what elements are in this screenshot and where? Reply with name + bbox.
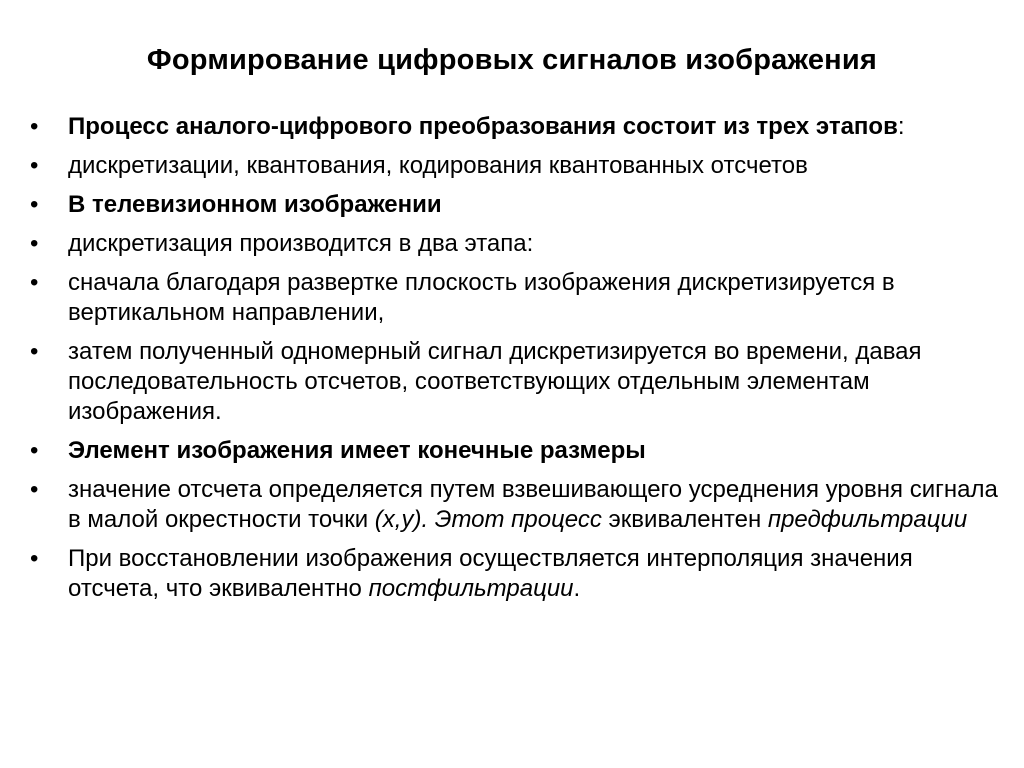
bullet-marker: •: [30, 230, 39, 257]
bullet-text: затем полученный одномерный сигнал дискретизируется во времени, давая последовательность отсчетов, соответствующих отдельным элементам изображения.: [68, 338, 922, 425]
bullet-text: сначала благодаря развертке плоскость изображения дискретизируется в вертикальном направлении,: [68, 269, 895, 326]
bullet-marker: •: [30, 113, 39, 140]
bullet-item: [30, 475, 1005, 535]
bullet-item: [30, 436, 1005, 466]
bullet-marker: •: [30, 437, 39, 464]
bullet-item: [30, 112, 1005, 142]
bullet-marker: •: [30, 338, 39, 365]
slide-title: Формирование цифровых сигналов изображения: [146, 44, 878, 76]
bullet-text: .: [573, 575, 581, 602]
bullet-marker: •: [30, 191, 39, 218]
bullet-text: значение отсчета определяется путем взвешивающего усреднения уровня сигнала в малой окрестности точки: [68, 476, 998, 533]
bullet-text-bold: В телевизионном изображении: [68, 191, 442, 218]
bullet-text-bold: Элемент изображения имеет конечные размеры: [68, 437, 646, 464]
bullet-text-italic: постфильтрации: [368, 575, 574, 602]
bullet-item: [30, 544, 1005, 604]
bullet-text: При восстановлении изображения осуществляется интерполяция значения отсчета, что эквивалентно: [68, 545, 913, 602]
bullet-text: дискретизации, квантования, кодирования квантованных отсчетов: [68, 152, 808, 179]
bullet-marker: •: [30, 476, 39, 503]
bullet-item: [30, 190, 1005, 220]
bullet-list: [30, 112, 1005, 613]
bullet-text: дискретизация производится в два этапа:: [68, 230, 534, 257]
bullet-text: эквивалентен: [601, 506, 768, 533]
bullet-text-bold: Процесс аналого-цифрового преобразования состоит из трех этапов: [68, 113, 898, 140]
bullet-item: [30, 337, 1005, 427]
bullet-text-italic: (x,y). Этот процесс: [374, 506, 602, 533]
bullet-item: [30, 268, 1005, 328]
bullet-marker: •: [30, 545, 39, 572]
bullet-text: :: [897, 113, 905, 140]
bullet-marker: •: [30, 269, 39, 296]
bullet-item: [30, 229, 1005, 259]
bullet-text-italic: предфильтрации: [767, 506, 968, 533]
bullet-marker: •: [30, 152, 39, 179]
bullet-item: [30, 151, 1005, 181]
